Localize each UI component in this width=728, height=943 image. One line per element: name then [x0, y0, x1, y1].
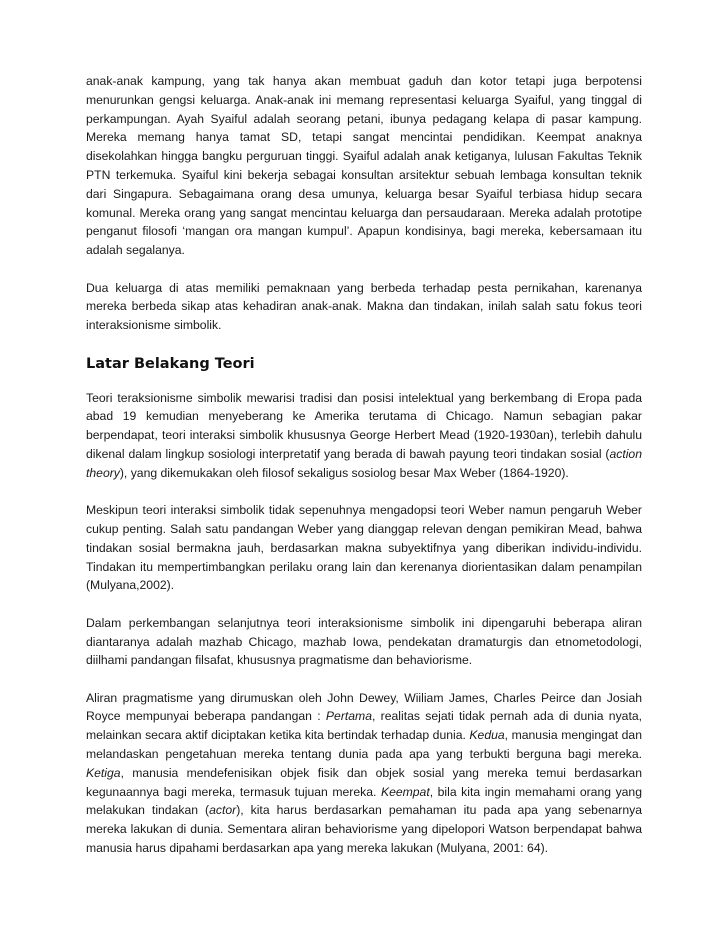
italic-term: actor [209, 803, 237, 818]
paragraph-meskipun [86, 501, 642, 595]
paragraph-perkembangan [86, 614, 642, 670]
italic-term: Keempat [380, 784, 430, 799]
text-segment: Meskipun teori interaksi simbolik tidak sepenuhnya mengadopsi teori Weber namun pengaruh Weber cukup penting. Salah satu pandangan Weber yang dianggap relevan dengan pemikiran Mead, bahwa tindakan sosial bermakna jauh, berdasarkan makna subyektifnya yang diberikan individu-individu. Tindakan itu mempertimbangkan perilaku orang lain dan kerenanya diorientasikan dalam penampilan (Mulyana,2002). [86, 503, 642, 593]
text-segment: , realitas sejati tidak pernah ada di dunia nyata, melainkan secara aktif diciptakan ketika kita bertindak terhadap dunia. [86, 709, 643, 743]
paragraph-keluarga-syaiful [86, 72, 642, 260]
text-segment: ), yang dikemukakan oleh filosof sekaligus sosiolog besar Max Weber (1864-1920). [119, 465, 569, 480]
text-segment: Dalam perkembangan selanjutnya teori interaksionisme simbolik ini dipengaruhi beberapa aliran diantaranya adalah mazhab Chicago, mazhab Iowa, pendekatan dramaturgis dan etnometodologi, diilhami pandangan filsafat, khususnya pragmatisme dan behaviorisme. [86, 615, 642, 668]
italic-term: Pertama [325, 709, 372, 724]
text-segment: ), kita harus berdasarkan pemahaman itu pada apa yang sebenarnya mereka lakukan di dunia. Sementara aliran behaviorisme yang dipelopori Watson berpendapat bahwa manusia harus dipahami berdasarkan apa yang mereka lakukan (Mulyana, 2001: 64). [86, 803, 642, 856]
italic-term: Kedua [469, 728, 505, 743]
paragraph-pragmatisme [86, 689, 642, 858]
text-segment: , manusia mendefenisikan objek fisik dan objek sosial yang mereka temui berdasarkan kegunaannya bagi mereka, termasuk tujuan mereka. [86, 765, 642, 799]
text-segment: anak-anak kampung, yang tak hanya akan membuat gaduh dan kotor tetapi juga berpotensi menurunkan gengsi keluarga. Anak-anak ini memang representasi keluarga Syaiful, yang tinggal di perkampungan. Ayah Syaiful adalah seorang petani, ibunya pedagang kelapa di pasar kampung. Mereka memang hanya tamat SD, tetapi sangat mencintai pendidikan. Keempat anaknya disekolahkan hingga bangku perguruan tinggi. Syaiful adalah anak ketiganya, lulusan Fakultas Teknik PTN terkemuka. Syaiful kini bekerja sebagai konsultan arsitektur sebuah lembaga konsultan teknik dari Singapura. Sebagaimana orang desa umunya, keluarga besar Syaiful terbiasa hidup secara komunal. Mereka orang yang sangat mencintau keluarga dan persaudaraan. Mereka adalah prototipe penganut filosofi ‘mangan ora mangan kumpul’. Apapun kondisinya, bagi mereka, kebersamaan itu adalah segalanya. [86, 74, 642, 258]
text-segment: , bila kita ingin memahami orang yang melakukan tindakan ( [86, 784, 642, 818]
text-segment: Teori teraksionisme simbolik mewarisi tradisi dan posisi intelektual yang berkembang di Eropa pada abad 19 kemudian menyeberang ke Amerika terutama di Chicago. Namun sebagian pakar berpendapat, teori interaksi simbolik khususnya George Herbert Mead (1920-1930an), terlebih dahulu dikenal dalam lingkup sosiologi interpretatif yang berada di bawah payung teori tindakan sosial ( [86, 390, 642, 461]
text-segment: , manusia mengingat dan melandaskan pengetahuan mereka tentang dunia pada apa yang terbukti berguna bagi mereka. [86, 728, 642, 762]
text-segment: Aliran pragmatisme yang dirumuskan oleh John Dewey, Wiiliam James, Charles Peirce dan Josiah Royce mempunyai beberapa pandangan : [86, 690, 642, 724]
text-segment: Dua keluarga di atas memiliki pemaknaan yang berbeda terhadap pesta pernikahan, karenanya mereka berbeda sikap atas kehadiran anak-anak. Makna dan tindakan, inilah salah satu fokus teori interaksionisme simbolik. [86, 280, 642, 333]
document-page [86, 72, 642, 876]
paragraph-dua-keluarga [86, 279, 642, 335]
paragraph-teori-teraksionisme [86, 389, 642, 483]
section-heading: Latar Belakang Teori [86, 355, 255, 372]
italic-term: Ketiga [86, 765, 121, 780]
italic-term: action theory [86, 446, 642, 480]
